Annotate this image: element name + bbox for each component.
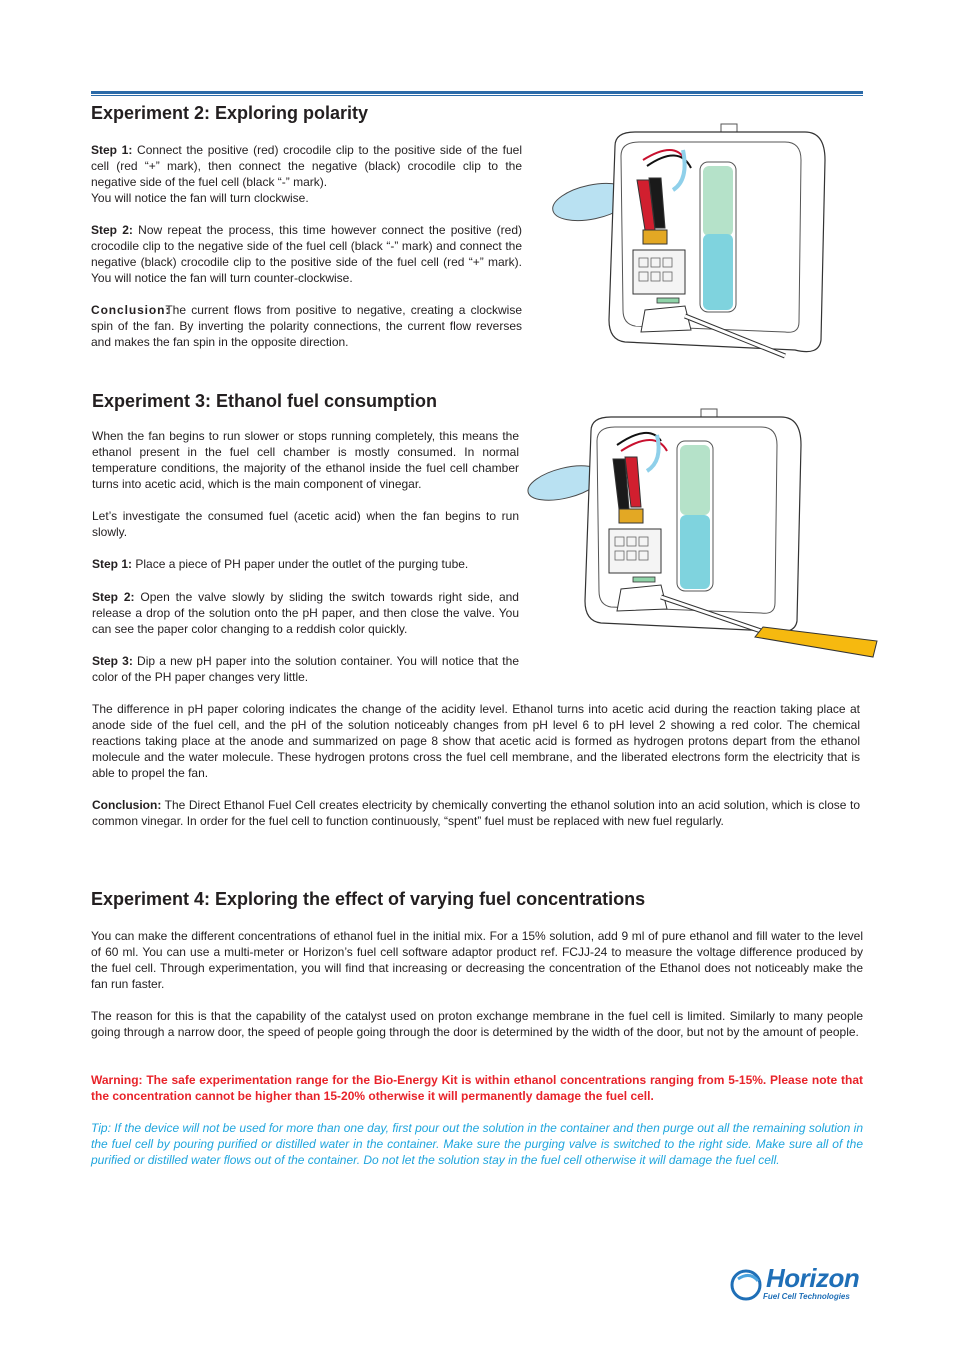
exp2-step1-text: Connect the positive (red) crocodile clip to the positive side of the fuel cell (red “+” mark), then connect the negative (black) crocodile clip to the negative side of the fuel cell (black “-” mark).	[91, 143, 522, 189]
exp2-conclusion-label: Conclusion:	[91, 303, 171, 317]
exp3-intro: When the fan begins to run slower or stops running completely, this means the ethanol present in the fuel cell chamber is mostly consumed. In normal temperature conditions, the majority of the ethanol inside the fuel cell chamber turns into acetic acid, which is the main component of vinegar.	[92, 429, 519, 491]
exp3-step1-text: Place a piece of PH paper under the outlet of the purging tube.	[132, 557, 469, 571]
exp2-step1	[91, 142, 522, 190]
logo-name: Horizon	[766, 1263, 860, 1293]
exp2-step1-note: You will notice the fan will turn clockwise.	[91, 191, 309, 205]
exp3-step1-label: Step 1:	[92, 557, 133, 571]
exp3-conclusion-label: Conclusion:	[92, 798, 162, 812]
exp4-tip: Tip: If the device will not be used for more than one day, first pour out the solution in the container and then purge out all the remaining solution in the fuel cell by pouring purified or distilled water in the container. Make sure the purging valve is switched to the right side. Make sure all of the purified or distilled water flows out of the container. Do not let the solution stay in the fuel cell otherwise it will damage the fuel cell.	[91, 1121, 863, 1167]
exp3-intro2: Let’s investigate the consumed fuel (acetic acid) when the fan begins to run slowly.	[92, 509, 519, 539]
exp2-step2-label: Step 2:	[91, 223, 133, 237]
exp3-step3-text: Dip a new pH paper into the solution container. You will notice that the color of the PH paper changes very little.	[92, 654, 519, 684]
exp3-conclusion-text: The Direct Ethanol Fuel Cell creates electricity by chemically converting the ethanol solution into an acid solution, which is close to common vinegar. In order for the fuel cell to function continuously, “spent” fuel must be replaced with new fuel regularly.	[92, 798, 860, 828]
exp2-conclusion-text: The current flows from positive to negative, creating a clockwise spin of the fan. By inverting the polarity connections, the current flow reverses and makes the fan spin in the opposite direction.	[91, 303, 522, 349]
exp3-conclusion	[92, 797, 860, 829]
horizon-logo	[728, 1265, 868, 1305]
exp2-step1-label: Step 1:	[91, 143, 133, 157]
exp4-heading: Experiment 4: Exploring the effect of varying fuel concentrations	[91, 889, 646, 909]
exp3-step3	[92, 653, 519, 685]
fuel-cell-device-figure-polarity	[545, 120, 835, 365]
logo-tagline: Fuel Cell Technologies	[763, 1292, 850, 1301]
exp2-step2	[91, 222, 522, 286]
horizon-swirl-icon	[728, 1265, 768, 1305]
exp4-warning: Warning: The safe experimentation range for the Bio-Energy Kit is within ethanol concentrations ranging from 5-15%. Please note that the concentration cannot be higher than 15-20% otherwise it will permanently damage the fuel cell.	[91, 1073, 863, 1103]
top-rule-thick	[91, 91, 863, 94]
top-rule-thin	[91, 95, 863, 96]
exp4-para2: The reason for this is that the capability of the catalyst used on proton exchange membrane in the fuel cell is limited. Similarly to many people going through a narrow door, the speed of people going through the door is determined by the width of the door, but not by the amount of people.	[91, 1009, 863, 1039]
exp2-conclusion-body	[91, 302, 522, 350]
exp2-heading: Experiment 2: Exploring polarity	[91, 103, 369, 123]
exp3-step2-label: Step 2:	[92, 590, 135, 604]
exp3-step3-label: Step 3:	[92, 654, 133, 668]
exp2-step2-text: Now repeat the process, this time however connect the positive (red) crocodile clip to the negative side of the fuel cell (black “-” mark) and connect the negative (black) crocodile clip to the positive side of the fuel cell (red “+” mark). You will notice the fan will turn counter-clockwise.	[91, 223, 522, 285]
exp4-para1: You can make the different concentrations of ethanol fuel in the initial mix. For a 15% solution, add 9 ml of pure ethanol and fill water to the level of 60 ml. You can use a multi-meter or Horizon’s fuel cell software adaptor product ref. FCJJ-24 to measure the voltage difference produced by the fuel cell. Through experimentation, you will find that increasing or decreasing the concentration of the Ethanol does not noticeably make the fan run faster.	[91, 929, 863, 991]
exp3-heading: Experiment 3: Ethanol fuel consumption	[92, 391, 438, 411]
exp3-body: The difference in pH paper coloring indicates the change of the acidity level. Ethanol turns into acetic acid during the reaction taking place at anode side of the fuel cell, and the pH of the solution noticeably changes from pH level 6 to pH level 2 showing a red color. The chemical reactions taking place at the anode and summarized on page 8 show that acetic acid is formed as hydrogen protons depart from the ethanol molecule and the water molecule. These hydrogen protons cross the fuel cell membrane, and the liberated electrons form the electricity that is able to propel the fan.	[92, 702, 860, 780]
exp3-step2-text: Open the valve slowly by sliding the switch towards right side, and release a drop of the solution onto the pH paper, and then close the valve. You can see the paper color changing to a reddish color quickly.	[92, 590, 519, 636]
exp3-step1	[92, 556, 519, 572]
exp3-step2	[92, 589, 519, 637]
fuel-cell-device-figure-ph-test	[525, 405, 885, 665]
